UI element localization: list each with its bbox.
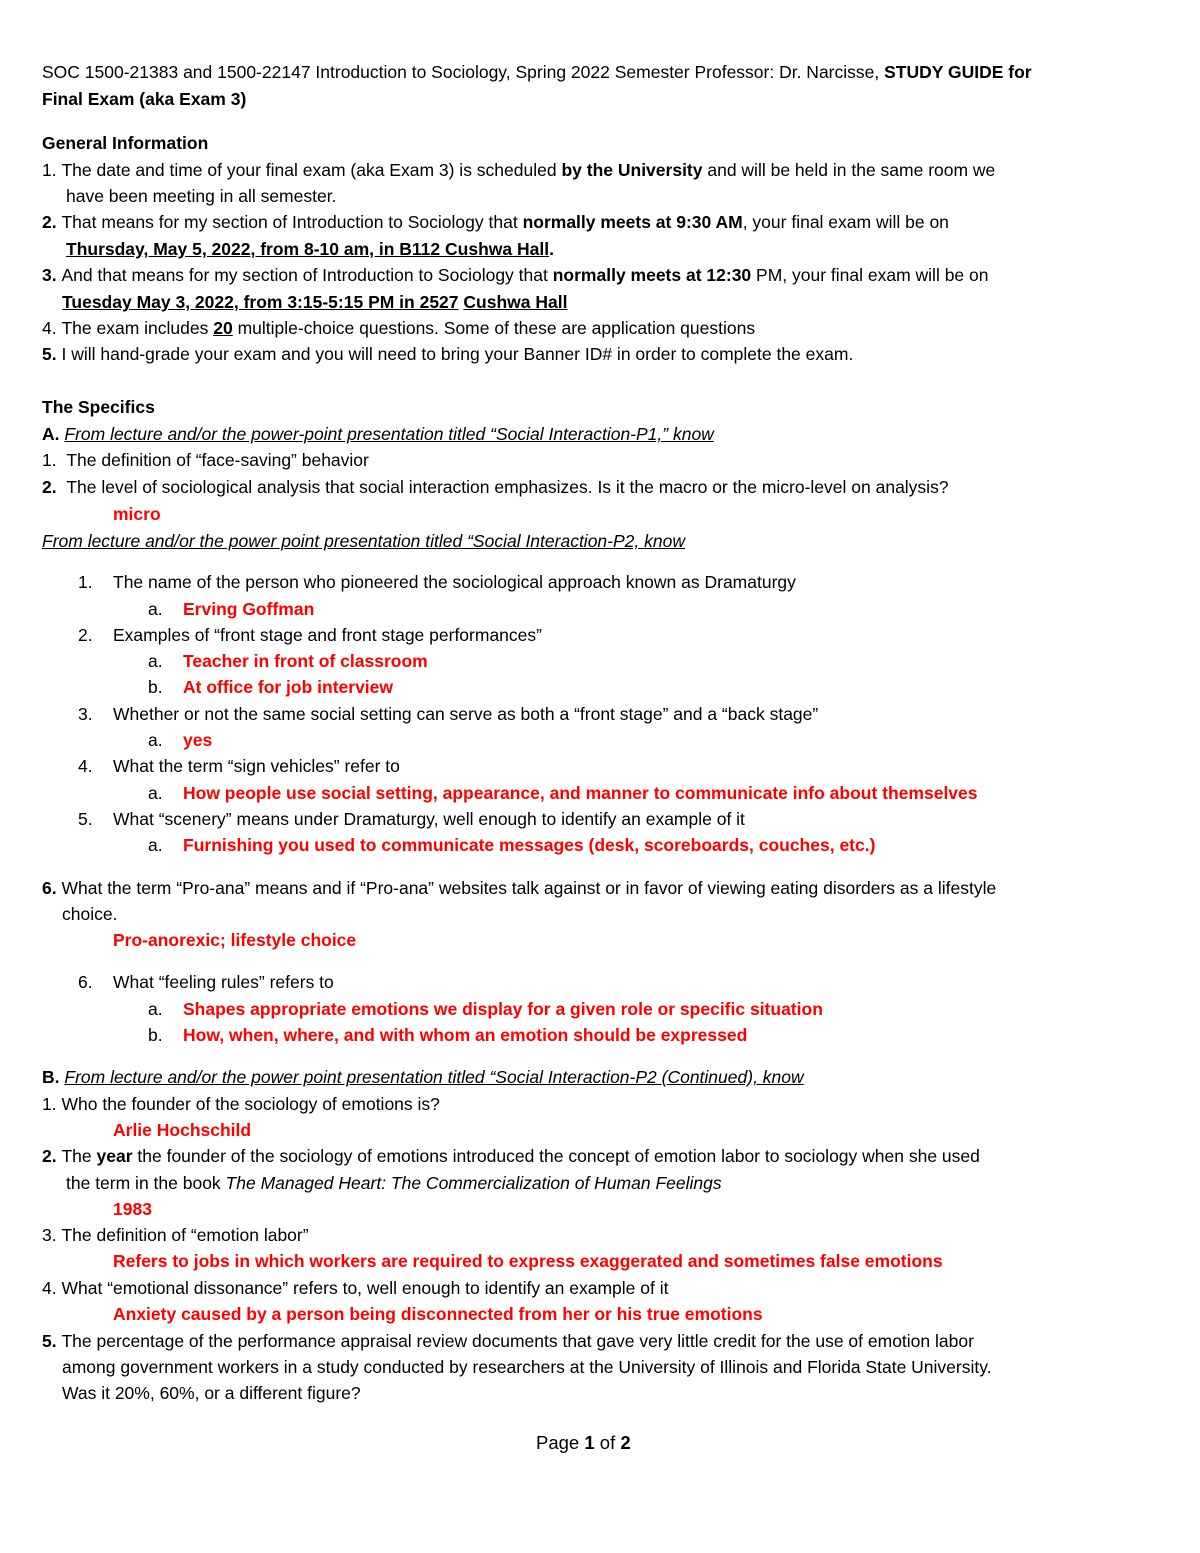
list-item: 2. The year the founder of the sociology of emotions introduced the concept of emotion labor to sociology when she used: [42, 1146, 980, 1166]
list-item: 5. The percentage of the performance appraisal review documents that gave very little credit for the use of emotion labor: [42, 1331, 974, 1351]
answer-item: a. Erving Goffman: [148, 599, 315, 619]
list-item: 4. What “emotional dissonance” refers to, well enough to identify an example of it: [42, 1278, 669, 1298]
list-item-continuation: Tuesday May 3, 2022, from 3:15-5:15 PM in 2527 Cushwa Hall: [62, 292, 568, 312]
document-title: [42, 61, 1032, 83]
list-item: 5. What “scenery” means under Dramaturgy, well enough to identify an example of it: [78, 809, 745, 829]
list-item: 1. The definition of “face-saving” behavior: [42, 450, 369, 470]
list-item: 1. Who the founder of the sociology of emotions is?: [42, 1094, 440, 1114]
answer-item: a. yes: [148, 730, 213, 750]
list-item-continuation: choice.: [62, 904, 118, 924]
title-text: SOC 1500-21383 and 1500-22147 Introduction to Sociology, Spring 2022 Semester Professor: Dr. Narcisse,: [42, 62, 885, 82]
list-item: 2. Examples of “front stage and front stage performances”: [78, 625, 542, 645]
document-subtitle: Final Exam (aka Exam 3): [42, 89, 247, 109]
list-item-continuation: the term in the book The Managed Heart: The Commercialization of Human Feelings: [66, 1173, 722, 1193]
list-item: 2. That means for my section of Introduction to Sociology that normally meets at 9:30 AM, your final exam will be on: [42, 212, 949, 232]
answer-item: a. Shapes appropriate emotions we display for a given role or specific situation: [148, 999, 823, 1019]
answer-text: Refers to jobs in which workers are required to express exaggerated and sometimes false emotions: [113, 1251, 943, 1271]
answer-text: Arlie Hochschild: [113, 1120, 252, 1140]
answer-item: b. How, when, where, and with whom an emotion should be expressed: [148, 1025, 748, 1045]
list-item: 3. Whether or not the same social setting can serve as both a “front stage” and a “back stage”: [78, 704, 819, 724]
list-item-continuation: Was it 20%, 60%, or a different figure?: [62, 1383, 361, 1403]
list-item: 6. What the term “Pro-ana” means and if “Pro-ana” websites talk against or in favor of viewing eating disorders as a lifestyle: [42, 878, 997, 898]
list-item: 3. And that means for my section of Introduction to Sociology that normally meets at 12:30 PM, your final exam will be on: [42, 265, 989, 285]
section-heading-general: General Information: [42, 133, 209, 153]
answer-text: Pro-anorexic; lifestyle choice: [113, 930, 357, 950]
list-item: 3. The definition of “emotion labor”: [42, 1225, 309, 1245]
list-item: 5. I will hand-grade your exam and you will need to bring your Banner ID# in order to complete the exam.: [42, 344, 854, 364]
list-item: 4. The exam includes 20 multiple-choice questions. Some of these are application questions: [42, 318, 756, 338]
page-number: Page 1 of 2: [536, 1432, 631, 1453]
answer-item: b. At office for job interview: [148, 677, 394, 697]
list-item: 4. What the term “sign vehicles” refer to: [78, 756, 400, 776]
answer-text: 1983: [113, 1199, 152, 1219]
subsection-heading-b: B. From lecture and/or the power point presentation titled “Social Interaction-P2 (Continued), know: [42, 1067, 804, 1087]
subsection-heading-p2: From lecture and/or the power point presentation titled “Social Interaction-P2, know: [42, 531, 685, 551]
list-item: 6. What “feeling rules” refers to: [78, 972, 334, 992]
answer-text: Anxiety caused by a person being disconnected from her or his true emotions: [113, 1304, 763, 1324]
subsection-heading-a: A. From lecture and/or the power-point presentation titled “Social Interaction-P1,” know: [42, 424, 714, 444]
section-heading-specifics: The Specifics: [42, 397, 155, 417]
list-item: 1. The name of the person who pioneered the sociological approach known as Dramaturgy: [78, 572, 796, 592]
title-bold: STUDY GUIDE for: [884, 62, 1032, 82]
answer-item: a. How people use social setting, appearance, and manner to communicate info about themselves: [148, 783, 978, 803]
list-item-continuation: Thursday, May 5, 2022, from 8-10 am, in B112 Cushwa Hall.: [66, 239, 554, 259]
list-item: 2. The level of sociological analysis that social interaction emphasizes. Is it the macro or the micro-level on analysis?: [42, 477, 949, 497]
list-item-continuation: have been meeting in all semester.: [66, 186, 337, 206]
answer-item: a. Furnishing you used to communicate messages (desk, scoreboards, couches, etc.): [148, 835, 876, 855]
list-item-continuation: among government workers in a study conducted by researchers at the University of Illinois and Florida State University.: [62, 1357, 992, 1377]
list-item: 1. The date and time of your final exam (aka Exam 3) is scheduled by the University and will be held in the same room we: [42, 160, 996, 180]
answer-text: micro: [113, 504, 161, 524]
answer-item: a. Teacher in front of classroom: [148, 651, 428, 671]
